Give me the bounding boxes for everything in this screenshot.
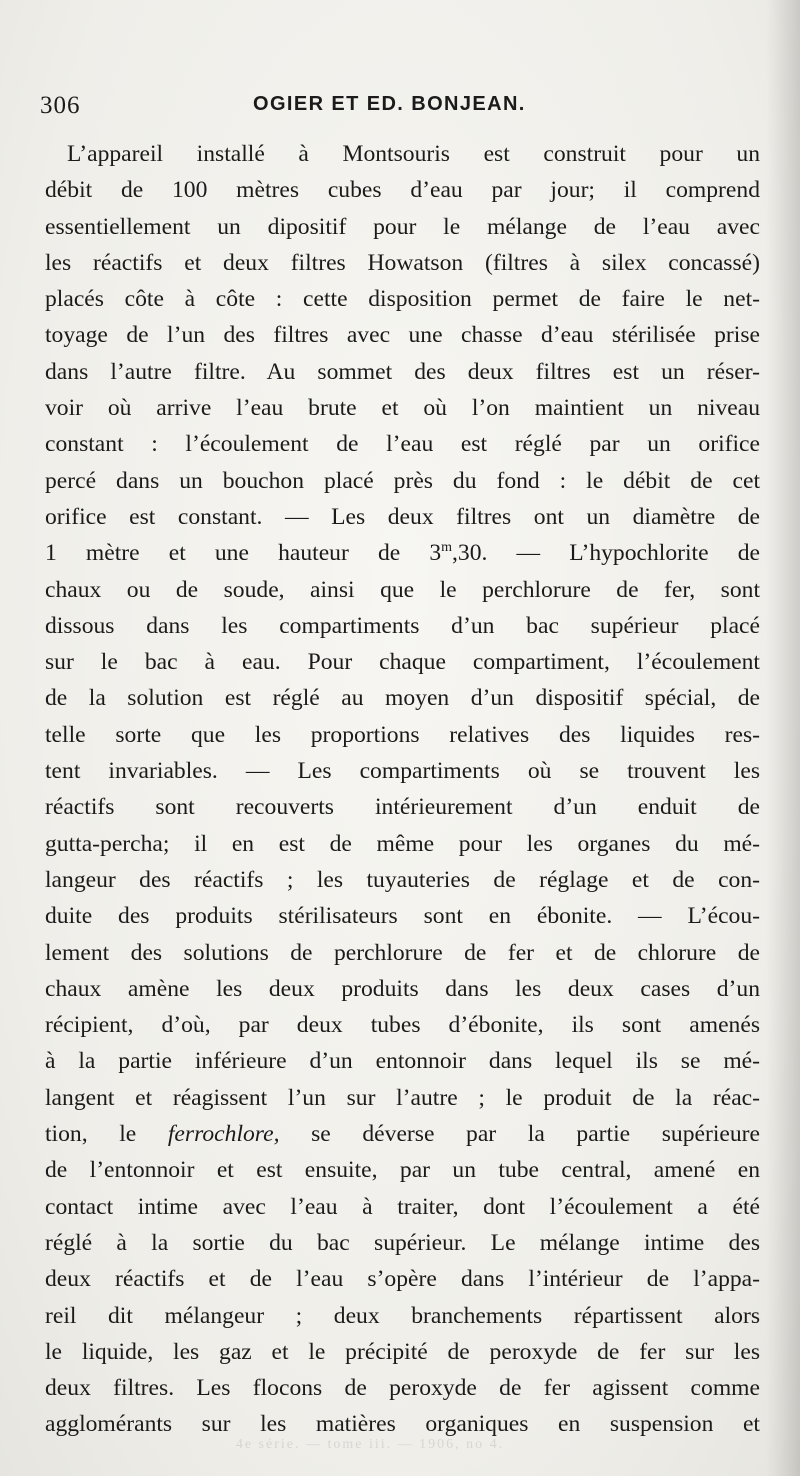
text-line: langeur des réactifs ; les tuyauteries de réglage et de con- bbox=[45, 866, 760, 893]
text-line: reil dit mélangeur ; deux branchements répartissent alors bbox=[45, 1302, 760, 1329]
italic-term: ferrochlore, bbox=[167, 1121, 280, 1148]
text-line: réactifs sont recouverts intérieurement d’un enduit de bbox=[45, 794, 760, 821]
text-line: chaux amène les deux produits dans les deux cases d’un bbox=[45, 975, 760, 1002]
text-line: voir où arrive l’eau brute et où l’on maintient un niveau bbox=[45, 395, 760, 422]
page-number: 306 bbox=[40, 92, 81, 119]
text-line: sur le bac à eau. Pour chaque compartiment, l’écoulement bbox=[45, 649, 760, 676]
text-line: duite des produits stérilisateurs sont en ébonite. — L’écou- bbox=[45, 903, 760, 930]
page-gutter-shadow bbox=[766, 0, 800, 1476]
text-line: toyage de l’un des filtres avec une chasse d’eau stérilisée prise bbox=[45, 322, 760, 349]
text-line: constant : l’écoulement de l’eau est réglé par un orifice bbox=[45, 431, 760, 458]
text-line: dissous dans les compartiments d’un bac supérieur placé bbox=[45, 612, 760, 639]
footer-bleed-through-text: 4e série. — tome iii. — 1906, no 4. bbox=[235, 1437, 505, 1452]
text-line: gutta-percha; il en est de même pour les organes du mé- bbox=[45, 830, 760, 857]
text-line: le liquide, les gaz et le précipité de peroxyde de fer sur les bbox=[45, 1338, 760, 1365]
text-line: essentiellement un dipositif pour le mélange de l’eau avec bbox=[45, 213, 760, 240]
text-line: percé dans un bouchon placé près du fond : le débit de cet bbox=[45, 467, 760, 494]
text-line: chaux ou de soude, ainsi que le perchlorure de fer, sont bbox=[45, 576, 760, 603]
text-line: dans l’autre filtre. Au sommet des deux filtres est un réser- bbox=[45, 358, 760, 385]
text-line: de la solution est réglé au moyen d’un dispositif spécial, de bbox=[45, 685, 760, 712]
text-line-with-italic bbox=[45, 1116, 760, 1152]
running-head: OGIER ET ED. BONJEAN. bbox=[253, 93, 526, 115]
text-line: orifice est constant. — Les deux filtres ont un diamètre de bbox=[45, 503, 760, 530]
text-line: agglomérants sur les matières organiques en suspension et bbox=[45, 1411, 760, 1438]
text-line: telle sorte que les proportions relatives des liquides res- bbox=[45, 721, 760, 748]
text-line: débit de 100 mètres cubes d’eau par jour; il comprend bbox=[45, 177, 760, 204]
text-line: placés côte à côte : cette disposition permet de faire le net- bbox=[45, 286, 760, 313]
text-line: deux réactifs et de l’eau s’opère dans l’intérieur de l’appa- bbox=[45, 1266, 760, 1293]
text-line: langent et réagissent l’un sur l’autre ; le produit de la réac- bbox=[45, 1084, 760, 1111]
text-line: les réactifs et deux filtres Howatson (filtres à silex concassé) bbox=[45, 249, 760, 276]
text-line: 1 mètre et une hauteur de 3$^m$,30. — L’hypochlorite de bbox=[45, 540, 760, 567]
body-text bbox=[45, 136, 760, 1443]
text-segment: tion, le bbox=[45, 1121, 137, 1148]
text-line: de l’entonnoir et est ensuite, par un tube central, amené en bbox=[45, 1157, 760, 1184]
text-segment: se déverse par la partie supérieure bbox=[311, 1121, 760, 1148]
text-line: deux filtres. Les flocons de peroxyde de fer agissent comme bbox=[45, 1375, 760, 1402]
unit-superscript: m bbox=[441, 540, 453, 556]
text-line: contact intime avec l’eau à traiter, dont l’écoulement a été bbox=[45, 1193, 760, 1220]
text-line: tent invariables. — Les compartiments où se trouvent les bbox=[45, 758, 760, 785]
page-header bbox=[40, 90, 760, 120]
text-line: à la partie inférieure d’un entonnoir dans lequel ils se mé- bbox=[45, 1048, 760, 1075]
text-line: lement des solutions de perchlorure de fer et de chlorure de bbox=[45, 939, 760, 966]
text-line: réglé à la sortie du bac supérieur. Le mélange intime des bbox=[45, 1229, 760, 1256]
text-line: L’appareil installé à Montsouris est construit pour un bbox=[67, 141, 760, 167]
text-line: récipient, d’où, par deux tubes d’ébonite, ils sont amenés bbox=[45, 1012, 760, 1039]
